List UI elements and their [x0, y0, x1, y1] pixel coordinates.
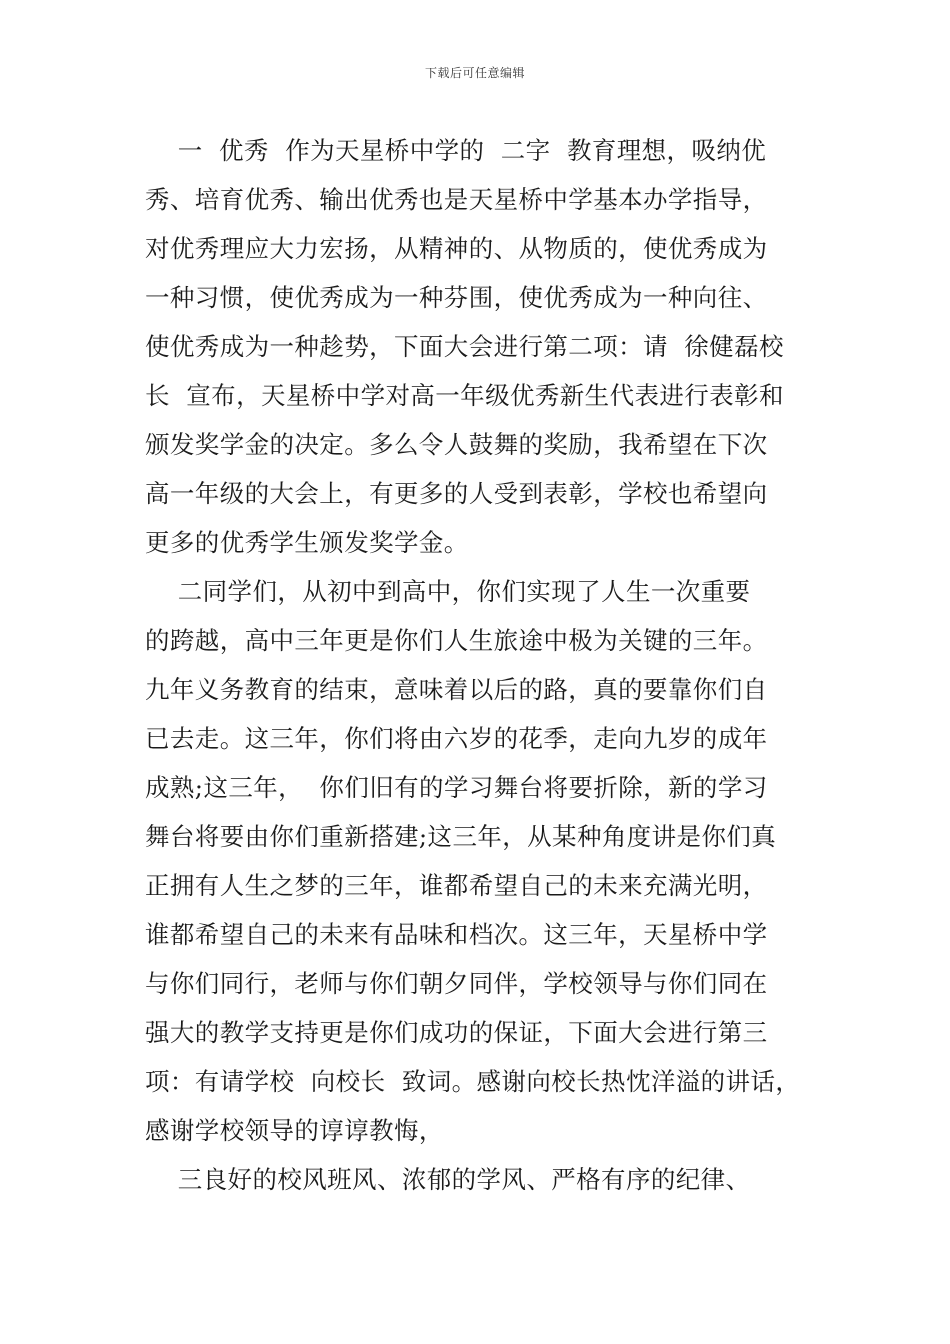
text-line: 感谢学校领导的谆谆教悔， — [145, 1116, 444, 1145]
text-line: 项：有请学校 向校长 致词。感谢向校长热忱洋溢的讲话， — [145, 1067, 801, 1096]
page-header: 下载后可任意编辑 — [424, 66, 525, 80]
document-body — [145, 126, 825, 1204]
text-line: 一 优秀 作为天星桥中学的 二字 教育理想，吸纳优 — [145, 136, 767, 165]
text-line: 正拥有人生之梦的三年，谁都希望自己的未来充满光明， — [145, 871, 768, 900]
text-line: 九年义务教育的结束，意味着以后的路，真的要靠你们自 — [145, 675, 768, 704]
text-line: 三良好的校风班风、浓郁的学风、严格有序的纪律、 — [145, 1165, 751, 1194]
text-line: 舞台将要由你们重新搭建;这三年，从某种角度讲是你们真 — [145, 822, 777, 851]
text-line: 对优秀理应大力宏扬，从精神的、从物质的，使优秀成为 — [145, 234, 768, 263]
text-line: 使优秀成为一种趁势，下面大会进行第二项：请 徐健磊校 — [145, 332, 784, 361]
text-line: 强大的教学支持更是你们成功的保证，下面大会进行第三 — [145, 1018, 768, 1047]
text-line: 秀、培育优秀、输出优秀也是天星桥中学基本办学指导， — [145, 185, 768, 214]
text-line: 成熟;这三年， 你们旧有的学习舞台将要折除，新的学习 — [145, 773, 768, 802]
text-line: 一种习惯，使优秀成为一种芬围，使优秀成为一种向往、 — [145, 283, 768, 312]
text-line: 二同学们，从初中到高中，你们实现了人生一次重要 — [145, 577, 751, 606]
text-line: 更多的优秀学生颁发奖学金。 — [145, 528, 469, 557]
text-line: 颁发奖学金的决定。多么令人鼓舞的奖励，我希望在下次 — [145, 430, 768, 459]
text-line: 的跨越，高中三年更是你们人生旅途中极为关键的三年。 — [145, 626, 768, 655]
text-line: 与你们同行，老师与你们朝夕同伴，学校领导与你们同在 — [145, 969, 768, 998]
text-line: 谁都希望自己的未来有品味和档次。这三年，天星桥中学 — [145, 920, 768, 949]
text-line: 长 宣布，天星桥中学对高一年级优秀新生代表进行表彰和 — [145, 381, 784, 410]
text-line: 已去走。这三年，你们将由六岁的花季，走向九岁的成年 — [145, 724, 768, 753]
text-line: 高一年级的大会上，有更多的人受到表彰，学校也希望向 — [145, 479, 768, 508]
